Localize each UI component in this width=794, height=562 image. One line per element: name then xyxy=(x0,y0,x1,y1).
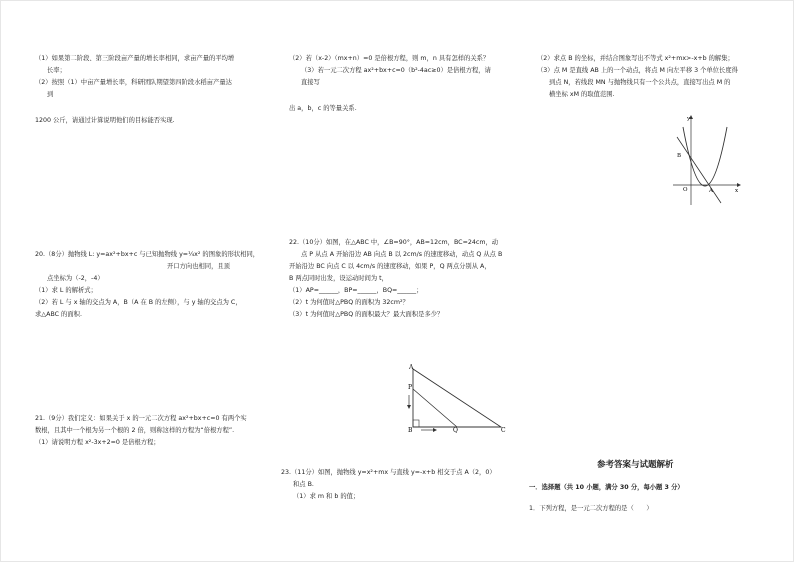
label-q: Q xyxy=(453,427,458,433)
origin-label: O xyxy=(683,187,688,193)
q22-part1: （1）AP=______，BP=______，BQ=______； xyxy=(289,287,423,294)
arrow-down-head-icon xyxy=(407,405,411,409)
q20-part2-cont: 求△ABC 的面积. xyxy=(35,311,82,318)
middle-column xyxy=(289,53,529,321)
q22-stem-3: 开始沿边 BC 向点 C 以 4cm/s 的速度移动，如果 P，Q 两点分别从 A， xyxy=(289,263,491,270)
point-a-label: A xyxy=(709,188,713,194)
q23-part3-end: 横坐标 xM 的取值范围. xyxy=(549,91,615,98)
q22-stem-4: B 两点同时出发，设运动时间为 t， xyxy=(289,275,388,282)
label-c: C xyxy=(501,427,506,433)
q20-stem: 20.（8分）抛物线 L: y=ax²+bx+c 与已知抛物线 y=¼x² 的图象的形状相同， xyxy=(35,251,260,258)
q23-part2: （2）求点 B 的坐标，并结合图象写出不等式 x²+mx>-x+b 的解集； xyxy=(537,55,734,62)
right-column xyxy=(537,53,777,101)
q19-part2-end: 1200 公斤，请通过计算说明他们的目标能否实现. xyxy=(35,117,175,124)
answer-section-title: 参考答案与试题解析 xyxy=(597,460,674,470)
q21-stem: 21.（9分）我们定义：如果关于 x 的一元二次方程 ax²+bx+c=0 有两个实 xyxy=(35,415,247,422)
arrow-right-head-icon xyxy=(433,428,437,432)
q22-part3: （3）t 为何值时△PBQ 的面积最大？最大面积是多少？ xyxy=(289,311,444,318)
q19-part1: （1）如果第二阶段、第三阶段亩产量的增长率相同，求亩产量的平均增 xyxy=(35,55,235,62)
answer-section-heading: 一．选择题（共 10 小题，满分 30 分，每小题 3 分） xyxy=(529,484,684,491)
q21-part3-end: 出 a，b，c 的等量关系. xyxy=(289,105,357,112)
segment-pq xyxy=(413,389,457,427)
label-b: B xyxy=(408,427,413,433)
x-axis-label: x xyxy=(735,188,739,194)
q22-stem: 22.（10分）如图，在△ABC 中，∠B=90°，AB=12cm，BC=24cm，动 xyxy=(289,239,499,246)
triangle-figure xyxy=(405,361,509,433)
q21-stem-cont: 数根，且其中一个根为另一个根的 2 倍，则称这样的方程为“倍根方程”. xyxy=(35,427,235,434)
y-axis-label: y xyxy=(687,116,691,122)
q21-part1: （1）请说明方程 x²-3x+2=0 是倍根方程； xyxy=(35,439,160,446)
q21-part3: （3）若一元二次方程 ax²+bx+c=0（b²-4ac≥0）是倍根方程，请 xyxy=(301,67,491,74)
q20-vertex: 点坐标为（-2，-4） xyxy=(47,275,104,282)
q21-part3-cont: 直接写 xyxy=(301,79,320,86)
q20-stem-cont: 开口方向也相同，且顶 xyxy=(167,263,230,270)
q19-part2: （2）按照（1）中亩产量增长率，科研团队期望第四阶段水稻亩产量达 xyxy=(35,79,232,86)
label-p: P xyxy=(408,384,413,391)
q20-part2: （2）若 L 与 x 轴的交点为 A，B（A 在 B 的左侧），与 y 轴的交点为 C， xyxy=(35,299,242,306)
parabola-figure xyxy=(669,113,743,207)
label-a: A xyxy=(409,364,414,371)
q23-block xyxy=(281,467,531,503)
q23-part1: （1）求 m 和 b 的值； xyxy=(293,493,360,500)
q23-part3: （3）点 M 是直线 AB 上的一个动点，将点 M 向左平移 3 个单位长度得 xyxy=(537,67,738,74)
q22-part2: （2）t 为何值时△PBQ 的面积为 32cm²？ xyxy=(289,299,409,306)
q23-stem-cont: 和点 B. xyxy=(293,481,314,488)
right-angle-mark xyxy=(413,420,419,427)
q22-stem-2: 点 P 从点 A 开始沿边 AB 向点 B 以 2cm/s 的速度移动，动点 Q 从点 B xyxy=(301,251,503,258)
answer-question-1: 1．下列方程，是一元二次方程的是（ ） xyxy=(529,505,653,512)
q23-stem: 23.（11分）如图，抛物线 y=x²+mx 与直线 y=-x+b 相交于点 A（2，0） xyxy=(281,469,496,476)
q21-part2: （2）若（x-2）（mx+n）=0 是倍根方程，则 m，n 具有怎样的关系？ xyxy=(289,55,490,62)
point-b-label: B xyxy=(677,153,682,159)
q19-part2-cont: 到 xyxy=(47,91,54,98)
q23-part3-cont: 到点 N，若线段 MN 与抛物线只有一个公共点，直接写出点 M 的 xyxy=(549,79,731,86)
left-column xyxy=(35,53,275,449)
x-axis-arrow-icon xyxy=(737,183,741,187)
q19-part1-cont: 长率； xyxy=(47,67,66,74)
q20-part1: （1）求 L 的解析式； xyxy=(35,287,97,294)
line-ab xyxy=(677,137,721,203)
